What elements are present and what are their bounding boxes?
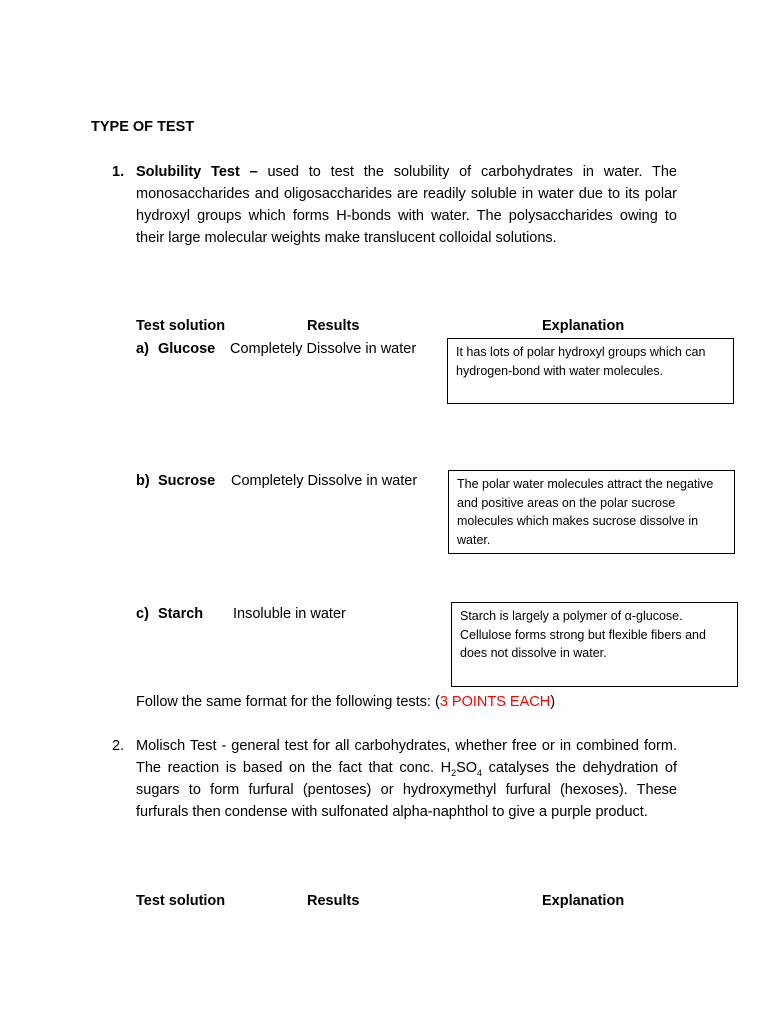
test2-paragraph — [136, 735, 677, 823]
row-label: c) — [136, 606, 149, 622]
instruction-close: ) — [550, 694, 556, 710]
row-result: Completely Dissolve in water — [230, 341, 417, 357]
instruction-text: Follow the same format for the following tests: ( — [136, 694, 440, 710]
test1-number: 1. — [112, 164, 125, 180]
test2-col-test-solution: Test solution — [136, 893, 226, 909]
section-heading: TYPE OF TEST — [91, 119, 195, 135]
test1-col-explanation: Explanation — [542, 318, 625, 334]
test2-text-c: catalyses the dehydration of sugars to form furfural (pentoses) or hydroxymethyl furfural (hexoses). These furfurals then condense with sulfonated alpha-naphthol to give a purple product. — [136, 760, 677, 820]
test1-col-test-solution: Test solution — [136, 318, 226, 334]
row-label: b) — [136, 473, 150, 489]
points-label: 3 POINTS EACH — [439, 694, 551, 710]
test2-col-explanation: Explanation — [542, 893, 625, 909]
row-result: Insoluble in water — [233, 606, 346, 622]
test2-text-a: Molisch Test - general test for all carbohydrates, whether free or in combined form. The reaction is based on the fact that conc. H — [136, 738, 677, 776]
test1-title: Solubility Test – — [136, 164, 258, 180]
row-solution: Sucrose — [158, 473, 216, 489]
row-explanation-box: The polar water molecules attract the negative and positive areas on the polar sucrose molecules which makes sucrose dissolve in water. — [448, 470, 735, 554]
row-label: a) — [136, 341, 149, 357]
row-explanation-box: It has lots of polar hydroxyl groups which can hydrogen-bond with water molecules. — [447, 338, 734, 404]
row-solution: Starch — [158, 606, 204, 622]
test1-col-results: Results — [307, 318, 360, 334]
test2-sub1: 2 — [451, 767, 457, 778]
row-solution: Glucose — [158, 341, 216, 357]
test2-col-results: Results — [307, 893, 360, 909]
instruction-line — [136, 691, 555, 713]
test2-sub2: 4 — [477, 767, 483, 778]
test1-paragraph — [136, 161, 677, 249]
row-explanation-box: Starch is largely a polymer of α-glucose. Cellulose forms strong but flexible fibers and does not dissolve in water. — [451, 602, 738, 687]
test1-description: used to test the solubility of carbohydrates in water. The monosaccharides and oligosaccharides are readily soluble in water due to its polar hydroxyl groups which forms H-bonds with water. The polysaccharides owing to their large molecular weights make translucent colloidal solutions. — [136, 164, 677, 246]
test2-number: 2. — [112, 738, 125, 754]
row-result: Completely Dissolve in water — [231, 473, 418, 489]
test2-text-b: SO — [456, 760, 478, 776]
